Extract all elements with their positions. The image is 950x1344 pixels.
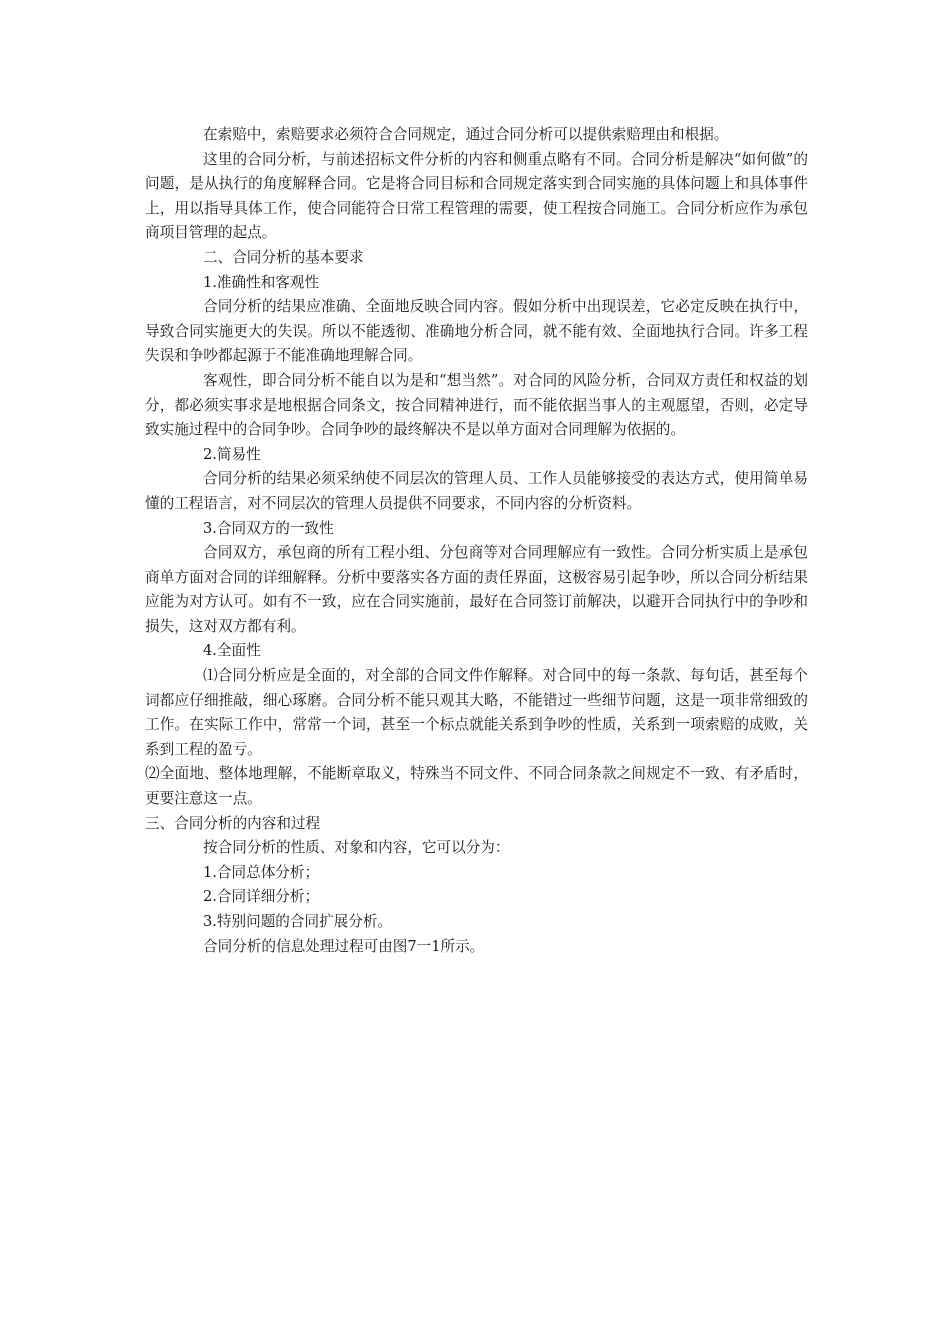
section-heading-basic-requirements: 二、合同分析的基本要求 (203, 248, 364, 266)
paragraph-accuracy: 合同分析的结果应准确、全面地反映合同内容。假如分析中出现误差，它必定反映在执行中，导致合同实施更大的失误。所以不能透彻、准确地分析合同，就不能有效、全面地执行合同。许多工程失误和争吵都起源于不能准确地理解合同。 (145, 298, 808, 365)
list-item-detailed-analysis: 2.合同详细分析； (203, 888, 320, 906)
subheading-accuracy-objectivity: 1.准确性和客观性 (203, 273, 320, 291)
document-body (145, 123, 808, 959)
paragraph-claims: 在索赔中，索赔要求必须符合合同规定，通过合同分析可以提供索赔理由和根据。 (203, 126, 729, 143)
paragraph-comprehensiveness-1: ⑴合同分析应是全面的，对全部的合同文件作解释。对合同中的每一条款、每句话，甚至每个词都应仔细推敲，细心琢磨。合同分析不能只观其大略，不能错过一些细节问题，这是一项非常细致的工作。在实际工作中，常常一个词，甚至一个标点就能关系到争吵的性质，关系到一项索赔的成败，关系到工程的盈亏。 (145, 667, 808, 758)
list-item-special-analysis: 3.特别问题的合同扩展分析。 (203, 913, 393, 930)
paragraph-classification-intro: 按合同分析的性质、对象和内容，它可以分为： (203, 839, 510, 857)
subheading-comprehensiveness: 4.全面性 (203, 642, 261, 660)
paragraph-simplicity: 合同分析的结果必须采纳使不同层次的管理人员、工作人员能够接受的表达方式，使用简单易懂的工程语言，对不同层次的管理人员提供不同要求，不同内容的分析资料。 (145, 470, 808, 512)
section-heading-content-process: 三、合同分析的内容和过程 (145, 814, 321, 832)
subheading-consistency: 3.合同双方的一致性 (203, 519, 334, 537)
paragraph-contract-analysis-definition: 这里的合同分析，与前述招标文件分析的内容和侧重点略有不同。合同分析是解决“如何做”的问题，是从执行的角度解释合同。它是将合同目标和合同规定落实到合同实施的具体问题上和具体事件上，用以指导具体工作，使合同能符合日常工程管理的需要，使工程按合同施工。合同分析应作为承包商项目管理的起点。 (145, 150, 808, 242)
subheading-simplicity: 2.简易性 (203, 445, 261, 463)
paragraph-consistency: 合同双方，承包商的所有工程小组、分包商等对合同理解应有一致性。合同分析实质上是承包商单方面对合同的详细解释。分析中要落实各方面的责任界面，这极容易引起争吵，所以合同分析结果应能为对方认可。如有不一致，应在合同实施前，最好在合同签订前解决，以避开合同执行中的争吵和损失，这对双方都有利。 (145, 544, 808, 635)
list-item-overall-analysis: 1.合同总体分析； (203, 863, 320, 881)
paragraph-figure-reference: 合同分析的信息处理过程可由图7一1所示。 (203, 937, 485, 955)
paragraph-objectivity: 客观性，即合同分析不能自以为是和“想当然”。对合同的风险分析，合同双方责任和权益的划分，都必须实事求是地根据合同条文，按合同精神进行，而不能依据当事人的主观愿望，否则，必定导致实施过程中的合同争吵。合同争吵的最终解决不是以单方面对合同理解为依据的。 (145, 371, 808, 439)
paragraph-comprehensiveness-2: ⑵全面地、整体地理解，不能断章取义，特殊当不同文件、不同合同条款之间规定不一致、有矛盾时，更要注意这一点。 (145, 765, 808, 808)
